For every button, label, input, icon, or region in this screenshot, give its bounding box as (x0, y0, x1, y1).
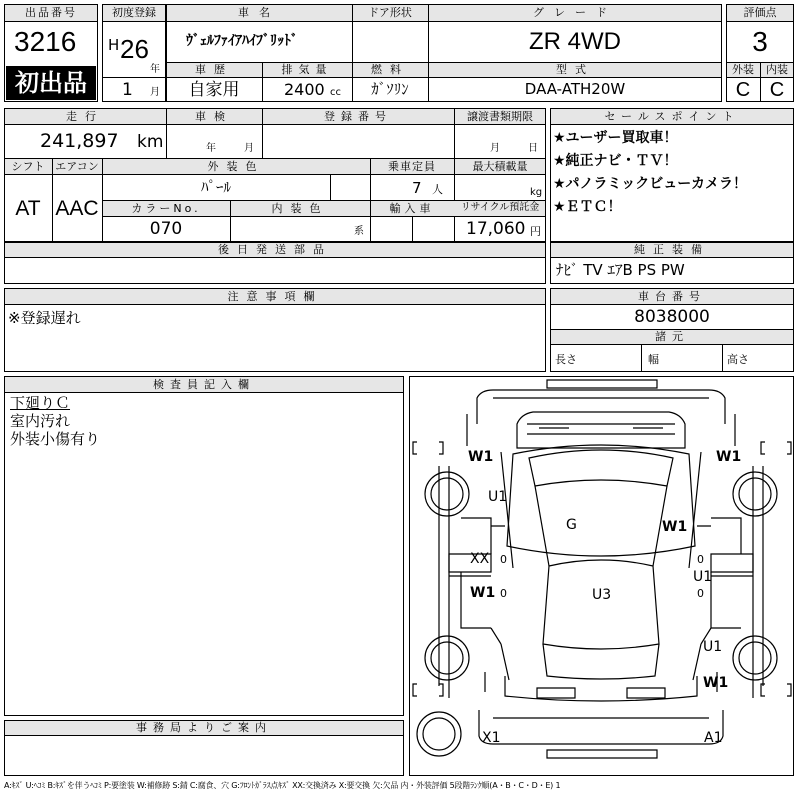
notes-title: 注意事項欄 (227, 290, 323, 303)
registration-month: 1 (122, 80, 133, 100)
color-number-label: カラーNo. (131, 202, 201, 215)
shift: AT (15, 197, 41, 220)
fuel-label: 燃料 (371, 63, 409, 76)
damage-mark: G (566, 517, 577, 533)
recycle-deposit-label: リサイクル預託金 (460, 202, 540, 213)
sales-point: ★パノラミックビューカメラ！ (553, 176, 747, 192)
inspection-year-unit: 年 (206, 143, 216, 154)
lot-number: 3216 (14, 26, 77, 57)
registration-year: 26 (120, 34, 149, 64)
spec-title: 諸元 (655, 330, 689, 343)
max-load-unit: kg (530, 187, 543, 198)
max-load-label: 最大積載量 (472, 160, 528, 173)
damage-mark: W1 (468, 449, 494, 465)
chassis-title: 車台番号 (638, 290, 706, 303)
mileage: 241,897 (40, 130, 119, 152)
history: 自家用 (188, 80, 240, 100)
car-name: ｳﾞｪﾙﾌｧｲｱﾊｲﾌﾞﾘｯﾄﾞ (186, 33, 298, 49)
displacement: 2400 (284, 80, 325, 99)
notes-text: ※登録遅れ (8, 309, 81, 327)
grade: ZR 4WD (529, 28, 621, 55)
first-listing-badge: 初出品 (6, 66, 96, 100)
exterior-color-label: 外装色 (207, 160, 265, 173)
overall-score: 3 (752, 26, 768, 57)
sales-points-box (550, 108, 794, 242)
damage-mark: U1 (488, 489, 508, 505)
equipment-list: ﾅﾋﾞ TV ｴｱB PS PW (556, 261, 685, 279)
damage-mark: W1 (703, 675, 729, 691)
history-label: 車歴 (195, 63, 233, 76)
chassis-number: 8038000 (634, 307, 710, 327)
inspection-month-unit: 月 (244, 143, 254, 154)
mileage-unit: km (137, 132, 164, 152)
month-unit: 月 (150, 87, 160, 98)
recycle-deposit: 17,060 (466, 219, 526, 239)
damage-mark: W1 (716, 449, 742, 465)
divider (330, 175, 331, 200)
exterior-score: C (735, 79, 751, 101)
inspector-title: 検査員記入欄 (153, 378, 255, 391)
inspector-note: 下廻りＣ (10, 394, 71, 412)
interior-score: C (769, 79, 785, 101)
shift-label: シフト (11, 160, 45, 173)
damage-mark: W1 (470, 585, 496, 601)
damage-mark: X1 (482, 730, 501, 746)
exterior-score-label: 外装 (732, 63, 754, 76)
damage-mark: XX (470, 551, 490, 567)
later-parts-label: 後日発送部品 (218, 243, 332, 256)
transfer-month-unit: 月 (490, 143, 500, 154)
model-label: 型式 (556, 63, 594, 76)
score-label: 評価点 (743, 6, 777, 19)
transfer-day-unit: 日 (528, 143, 538, 154)
divider (102, 77, 166, 78)
air-conditioner: AAC (55, 197, 99, 220)
interior-color-unit: 系 (354, 226, 364, 237)
details-box (4, 108, 546, 242)
displacement-label: 排気量 (281, 63, 333, 76)
sales-point: ★ＥＴＣ！ (553, 199, 622, 215)
recycle-deposit-unit: 円 (530, 225, 541, 238)
year-unit: 年 (150, 64, 160, 75)
equipment-title: 純正装備 (634, 243, 710, 256)
car-name-label: 車名 (238, 6, 280, 19)
inspection-label: 車検 (195, 110, 233, 123)
width-label: 幅 (648, 353, 659, 366)
inspector-note: 外装小傷有り (10, 430, 101, 448)
damage-mark: 0 (697, 553, 704, 566)
sales-point: ★純正ナビ・ＴＶ！ (553, 153, 678, 169)
first-registration-label: 初度登録 (112, 6, 156, 19)
import-label: 輸入車 (389, 202, 435, 215)
ac-label: エアコン (55, 160, 99, 173)
vehicle-damage-diagram (409, 376, 794, 776)
office-title: 事務局よりご案内 (136, 721, 272, 734)
interior-score-label: 内装 (766, 63, 788, 76)
divider (641, 345, 642, 372)
exterior-color: ﾊﾟｰﾙ (200, 178, 231, 196)
displacement-unit: cc (330, 87, 341, 98)
transfer-deadline-label: 譲渡書類期限 (467, 110, 533, 123)
capacity-label: 乗車定員 (388, 160, 436, 173)
inspector-note: 室内汚れ (10, 412, 71, 430)
model: DAA-ATH20W (524, 80, 626, 98)
capacity-unit: 人 (432, 183, 443, 196)
capacity: 7 (412, 179, 422, 197)
damage-legend: A:ｷｽﾞ U:ﾍｺﾐ B:ｷｽﾞを伴うﾍｺﾐ P:要塗装 W:補修跡 S:錆 C:腐食、穴 G:ﾌﾛﾝﾄｶﾞﾗｽ点ｷｽﾞ XX:交換済み X:要交換 欠:欠品 内・外装評価 5段階ﾗﾝｸ順(A・B・C・D・E) 1 (4, 781, 561, 790)
interior-color-label: 内装色 (271, 202, 329, 215)
grade-label: グレード (533, 6, 617, 19)
era: H (108, 36, 120, 54)
sales-point: ★ユーザー買取車！ (553, 130, 678, 146)
length-label: 長さ (555, 353, 577, 366)
damage-mark: U3 (592, 587, 612, 603)
damage-mark: 0 (697, 587, 704, 600)
sales-points-title: セールスポイント (604, 110, 740, 123)
damage-mark: U1 (693, 569, 713, 585)
damage-mark: U1 (703, 639, 723, 655)
height-label: 高さ (727, 353, 749, 366)
color-number: 070 (149, 219, 183, 239)
damage-mark: 0 (500, 553, 507, 566)
damage-mark: A1 (704, 730, 723, 746)
registration-number-label: 登録番号 (324, 110, 392, 123)
damage-mark: 0 (500, 587, 507, 600)
door-label: ドア形状 (368, 6, 412, 19)
mileage-label: 走行 (66, 110, 104, 123)
fuel: ｶﾞｿﾘﾝ (371, 80, 409, 98)
divider (412, 217, 413, 242)
damage-mark: W1 (662, 519, 688, 535)
divider (722, 345, 723, 372)
lot-number-label: 出品番号 (25, 6, 77, 19)
